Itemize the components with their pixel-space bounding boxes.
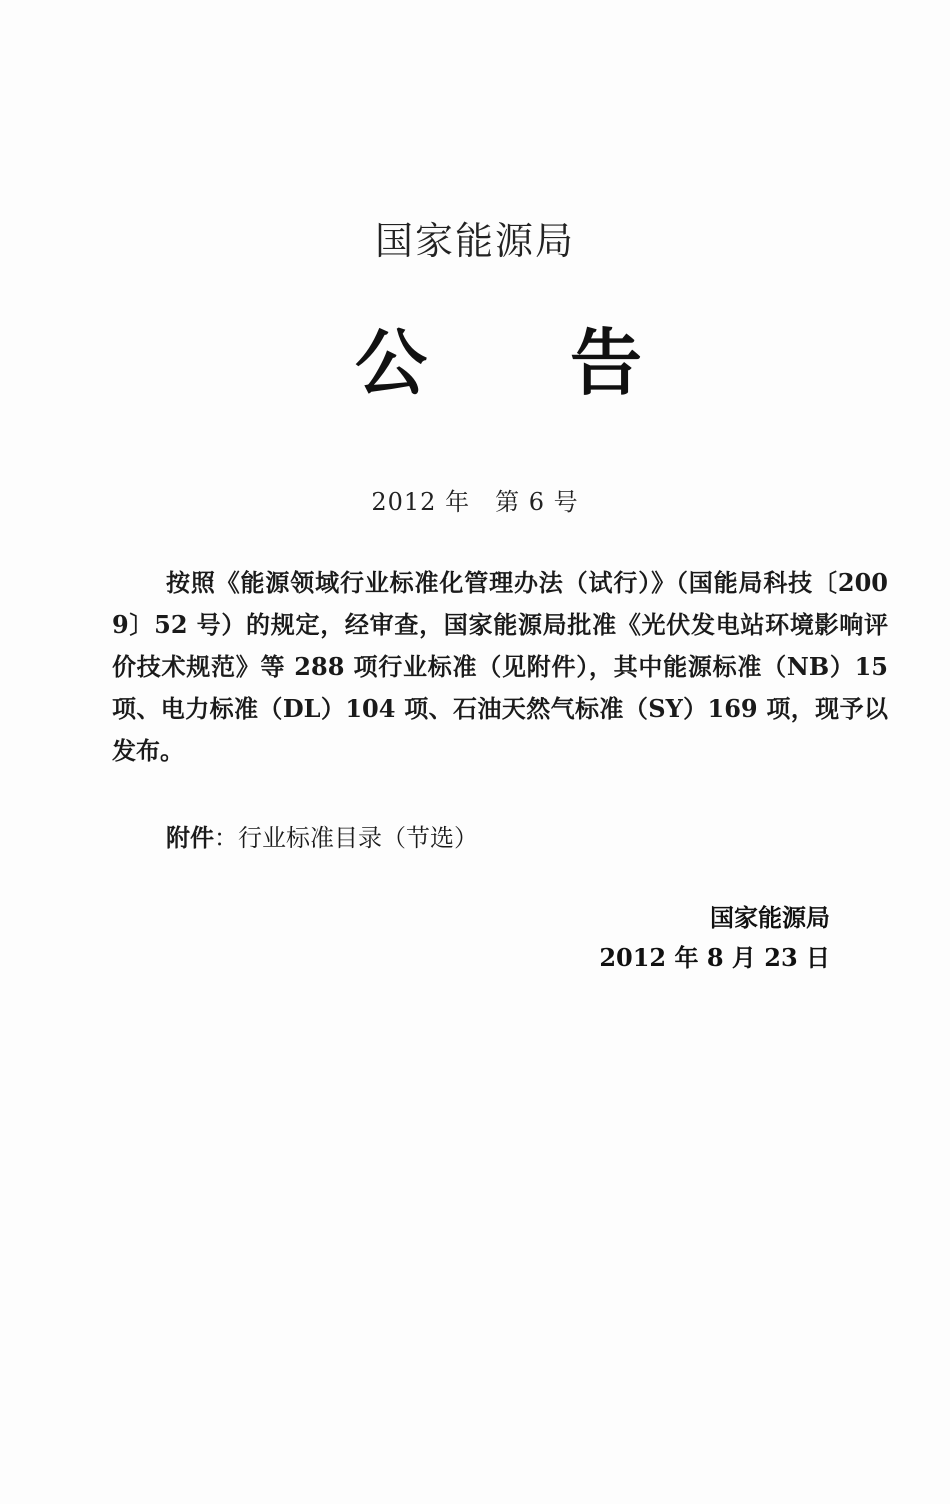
body-paragraph: 按照《能源领域行业标准化管理办法（试行）》（国能局科技〔2009〕52 号）的规定，经审查，国家能源局批准《光伏发电站环境影响评价技术规范》等 288 项行业标准（见附件），其中能源标准（NB）15 项、电力标准（DL）104 项、石油天然气标准（SY）169 项，现予以发布。: [112, 568, 888, 765]
attachment-line: [166, 818, 478, 853]
title-char-2: 告: [570, 321, 643, 405]
title-char-1: 公: [355, 321, 428, 405]
attachment-text: 行业标准目录（节选）: [238, 824, 478, 852]
attachment-separator: ：: [214, 824, 238, 852]
attachment-label: 附件: [166, 823, 214, 852]
issuer-heading: 国家能源局: [374, 219, 575, 263]
document-number: 2012 年 第 6 号: [371, 488, 579, 516]
signature-org: 国家能源局: [710, 903, 830, 932]
signature-block: [599, 898, 830, 978]
announcement-title: [0, 305, 950, 405]
signature-date: 2012 年 8 月 23 日: [599, 943, 830, 972]
